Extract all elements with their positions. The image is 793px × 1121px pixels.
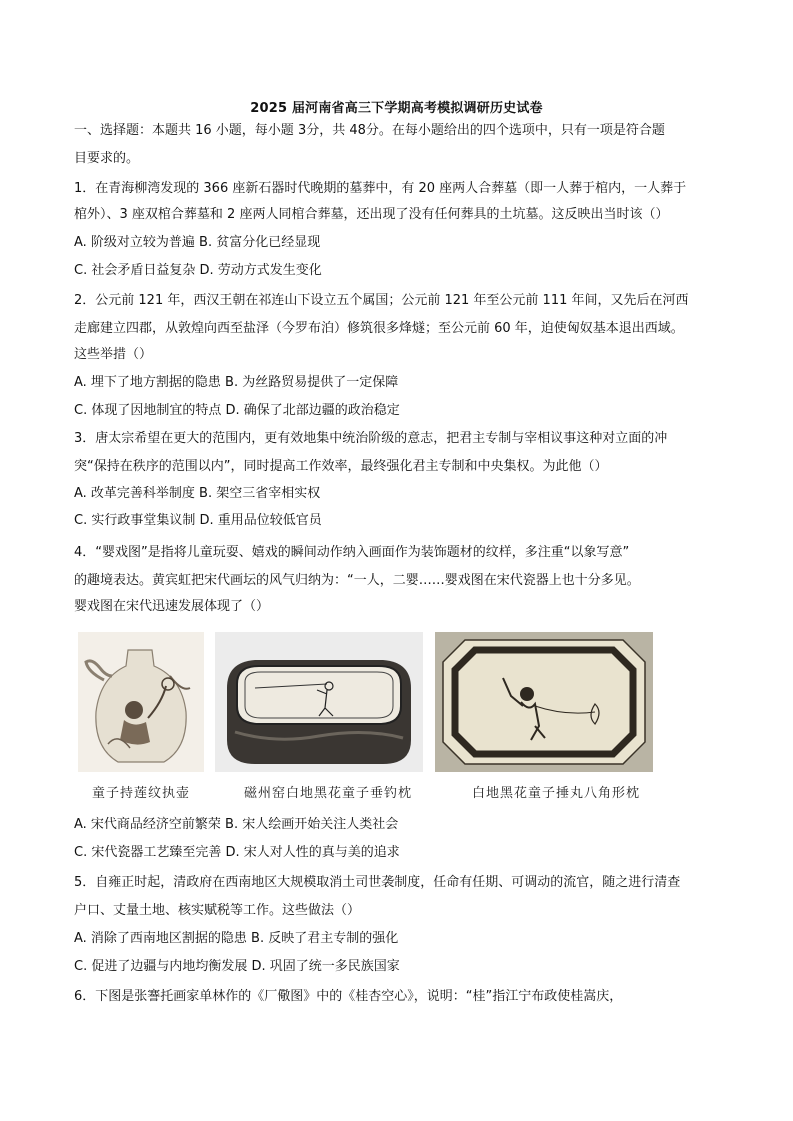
question-3-options-ab: A. 改革完善科举制度 B. 架空三省宰相实权 (74, 486, 321, 501)
question-3-stem-cont: 突“保持在秩序的范围以内”，同时提高工作效率，最终强化君主专制和中央集权。为此他（） (74, 459, 608, 474)
question-4-stem-end: 婴戏图在宋代迅速发展体现了（） (74, 599, 270, 614)
question-2-options-cd: C. 体现了因地制宜的特点 D. 确保了北部边疆的政治稳定 (74, 403, 400, 418)
question-1-options-cd: C. 社会矛盾日益复杂 D. 劳动方式发生变化 (74, 263, 322, 278)
question-3-options-cd: C. 实行政事堂集议制 D. 重用品位较低官员 (74, 513, 322, 528)
question-5-options-cd: C. 促进了边疆与内地均衡发展 D. 巩固了统一多民族国家 (74, 959, 400, 974)
figure-caption-3: 白地黑花童子捶丸八角形枕 (472, 786, 641, 801)
question-5-stem-cont: 户口、丈量土地、核实赋税等工作。这些做法（） (74, 903, 361, 918)
octagonal-pillow-image (435, 632, 653, 772)
question-1-options-ab: A. 阶级对立较为普遍 B. 贫富分化已经显现 (74, 235, 321, 250)
question-1-stem: 1．在青海柳湾发现的 366 座新石器时代晚期的墓葬中，有 20 座两人合葬墓（即一人葬于棺内，一人葬于 (74, 181, 687, 196)
question-4-options-cd: C. 宋代瓷器工艺臻至完善 D. 宋人对人性的真与美的追求 (74, 845, 400, 860)
figure-caption-2: 磁州窑白地黑花童子垂钓枕 (244, 786, 413, 801)
question-2-stem: 2．公元前 121 年，西汉王朝在祁连山下设立五个属国；公元前 121 年至公元前 111 年间，又先后在河西 (74, 293, 689, 308)
section-instruction-cont: 目要求的。 (74, 151, 140, 166)
question-2-options-ab: A. 埋下了地方割据的隐患 B. 为丝路贸易提供了一定保障 (74, 375, 399, 390)
question-4-options-ab: A. 宋代商品经济空前繁荣 B. 宋人绘画开始关注人类社会 (74, 817, 399, 832)
question-3-stem: 3．唐太宗希望在更大的范围内，更有效地集中统治阶级的意志，把君主专制与宰相议事这种对立面的冲 (74, 431, 668, 446)
question-1-stem-cont: 棺外）、3 座双棺合葬墓和 2 座两人同棺合葬墓，还出现了没有任何葬具的土坑墓。这反映出当时该（） (74, 207, 669, 222)
ewer-image (78, 632, 204, 772)
section-instruction: 一、选择题：本题共 16 小题，每小题 3分，共 48分。在每小题给出的四个选项中，只有一项是符合题 (74, 123, 665, 138)
question-2-stem-end: 这些举措（） (74, 347, 153, 362)
figure-caption-1: 童子持莲纹执壶 (92, 786, 191, 801)
question-2-stem-cont: 走廊建立四郡，从敦煌向西至盐泽（今罗布泊）修筑很多烽燧；至公元前 60 年，迫使匈奴基本退出西域。 (74, 321, 684, 336)
question-5-options-ab: A. 消除了西南地区割据的隐患 B. 反映了君主专制的强化 (74, 931, 399, 946)
question-4-stem-cont: 的趣境表达。黄宾虹把宋代画坛的风气归纳为：“一人，二婴……婴戏图在宋代瓷器上也十分多见。 (74, 573, 640, 588)
question-6-stem: 6．下图是张謇托画家单林作的《厂儆图》中的《桂杏空心》，说明：“桂”指江宁布政使桂嵩庆， (74, 989, 623, 1004)
fishing-pillow-image (215, 632, 423, 772)
exam-title: 2025 届河南省高三下学期高考模拟调研历史试卷 (250, 101, 543, 116)
question-4-figures (74, 632, 664, 807)
question-4-stem: 4．“婴戏图”是指将儿童玩耍、嬉戏的瞬间动作纳入画面作为装饰题材的纹样，多注重“以象写意” (74, 545, 630, 560)
question-5-stem: 5．自雍正时起，清政府在西南地区大规模取消土司世袭制度，任命有任期、可调动的流官，随之进行清查 (74, 875, 681, 890)
